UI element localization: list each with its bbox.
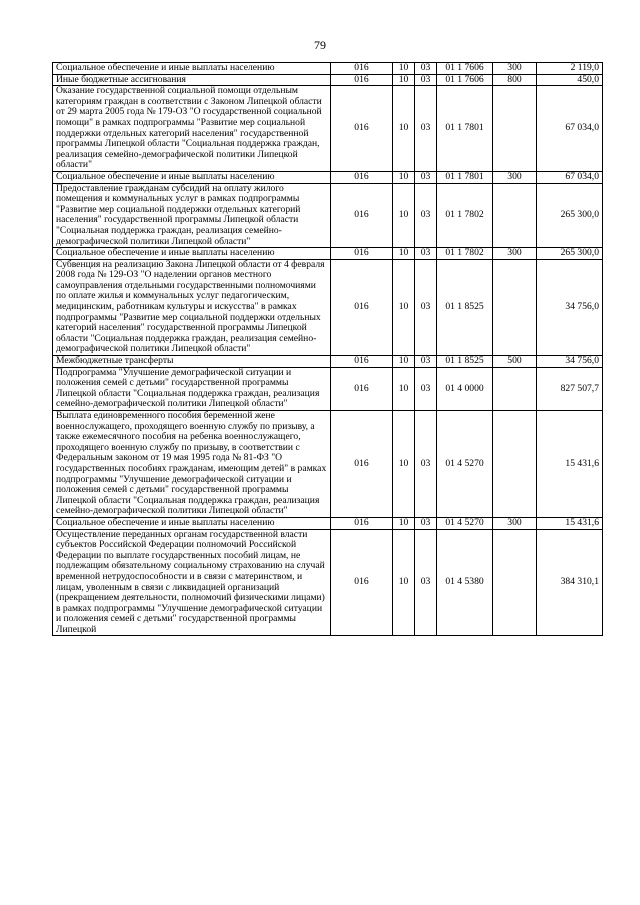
row-type <box>493 411 537 518</box>
row-section: 10 <box>393 529 415 636</box>
row-amount: 34 756,0 <box>537 259 603 355</box>
row-subsection: 03 <box>415 74 437 86</box>
table-row <box>53 74 603 86</box>
row-name: Иные бюджетные ассигнования <box>53 74 331 86</box>
row-type: 300 <box>493 171 537 183</box>
row-subsection: 03 <box>415 529 437 636</box>
row-section: 10 <box>393 86 415 172</box>
table-row <box>53 529 603 636</box>
row-subsection: 03 <box>415 63 437 75</box>
budget-table <box>52 62 603 636</box>
row-name: Предоставление гражданам субсидий на оплату жилого помещения и коммунальных услуг в рамках подпрограммы "Развитие мер социальной поддержки отдельных категорий населения" государственной программы Липецкой области "Социальная поддержка граждан, реализация семейно-демографической политики Липецкой области" <box>53 183 331 248</box>
budget-table-body <box>53 63 603 636</box>
table-row <box>53 183 603 248</box>
row-amount: 67 034,0 <box>537 171 603 183</box>
row-type <box>493 183 537 248</box>
row-type: 300 <box>493 248 537 260</box>
table-row <box>53 63 603 75</box>
row-target: 01 1 7606 <box>437 63 493 75</box>
table-row <box>53 171 603 183</box>
row-target: 01 4 5270 <box>437 411 493 518</box>
row-type <box>493 259 537 355</box>
row-subsection: 03 <box>415 411 437 518</box>
row-subsection: 03 <box>415 367 437 410</box>
row-section: 10 <box>393 259 415 355</box>
row-target: 01 1 8525 <box>437 259 493 355</box>
row-amount: 265 300,0 <box>537 248 603 260</box>
row-admin: 016 <box>331 86 393 172</box>
row-target: 01 1 8525 <box>437 356 493 368</box>
page-number: 79 <box>314 38 326 52</box>
row-type <box>493 86 537 172</box>
row-target: 01 1 7802 <box>437 183 493 248</box>
row-section: 10 <box>393 517 415 529</box>
row-admin: 016 <box>331 74 393 86</box>
row-target: 01 4 5270 <box>437 517 493 529</box>
row-amount: 450,0 <box>537 74 603 86</box>
row-name: Социальное обеспечение и иные выплаты населению <box>53 171 331 183</box>
row-admin: 016 <box>331 529 393 636</box>
row-section: 10 <box>393 171 415 183</box>
row-target: 01 1 7802 <box>437 248 493 260</box>
row-admin: 016 <box>331 411 393 518</box>
row-admin: 016 <box>331 367 393 410</box>
row-name: Социальное обеспечение и иные выплаты населению <box>53 517 331 529</box>
row-subsection: 03 <box>415 86 437 172</box>
row-name: Социальное обеспечение и иные выплаты населению <box>53 63 331 75</box>
row-target: 01 1 7801 <box>437 86 493 172</box>
row-target: 01 4 5380 <box>437 529 493 636</box>
row-amount: 2 119,0 <box>537 63 603 75</box>
row-admin: 016 <box>331 183 393 248</box>
row-subsection: 03 <box>415 248 437 260</box>
row-section: 10 <box>393 411 415 518</box>
row-amount: 827 507,7 <box>537 367 603 410</box>
row-amount: 67 034,0 <box>537 86 603 172</box>
row-subsection: 03 <box>415 517 437 529</box>
row-name: Межбюджетные трансферты <box>53 356 331 368</box>
row-name: Оказание государственной социальной помощи отдельным категориям граждан в соответствии с Законом Липецкой области от 29 марта 2005 года № 179-ОЗ "О государственной социальной помощи" в рамках подпрограммы "Развитие мер социальной поддержки отдельных категорий населения" государственной программы Липецкой области "Социальная поддержка граждан, реализация семейно-демографической политики Липецкой области" <box>53 86 331 172</box>
row-type: 300 <box>493 63 537 75</box>
row-admin: 016 <box>331 259 393 355</box>
row-target: 01 1 7606 <box>437 74 493 86</box>
row-name: Выплата единовременного пособия беременной жене военнослужащего, проходящего военную службу по призыву, а также ежемесячного пособия на ребенка военнослужащего, проходящего военную службу по призыву, в соответствии с Федеральным законом от 19 мая 1995 года № 81-ФЗ "О государственных пособиях гражданам, имеющим детей" в рамках подпрограммы "Улучшение демографической ситуации и положения семей с детьми" государственной программы Липецкой области "Социальная поддержка граждан, реализация семейно-демографической политики Липецкой области" <box>53 411 331 518</box>
table-row <box>53 517 603 529</box>
table-row <box>53 86 603 172</box>
row-section: 10 <box>393 74 415 86</box>
row-subsection: 03 <box>415 259 437 355</box>
table-row <box>53 367 603 410</box>
row-target: 01 4 0000 <box>437 367 493 410</box>
row-target: 01 1 7801 <box>437 171 493 183</box>
table-row <box>53 259 603 355</box>
row-admin: 016 <box>331 248 393 260</box>
row-name: Осуществление переданных органам государственной власти субъектов Российской Федерации полномочий Российской Федерации по выплате государственных пособий лицам, не подлежащим обязательному социальному страхованию на случай временной нетрудоспособности и в связи с материнством, и лицам, уволенным в связи с ликвидацией организаций (прекращением деятельности, полномочий физическими лицами) в рамках подпрограммы "Улучшение демографической ситуации и положения семей с детьми" государственной программы Липецкой <box>53 529 331 636</box>
row-type: 300 <box>493 517 537 529</box>
table-row <box>53 411 603 518</box>
row-subsection: 03 <box>415 183 437 248</box>
row-amount: 34 756,0 <box>537 356 603 368</box>
row-name: Субвенция на реализацию Закона Липецкой области от 4 февраля 2008 года № 129-ОЗ "О наделении органов местного самоуправления отдельными государственными полномочиями по оплате жилья и коммунальных услуг педагогическим, медицинским, работникам культуры и искусства" в рамках подпрограммы "Развитие мер социальной поддержки отдельных категорий населения" государственной программы Липецкой области "Социальная поддержка граждан, реализация семейно-демографической политики Липецкой области" <box>53 259 331 355</box>
row-name: Подпрограмма "Улучшение демографической ситуации и положения семей с детьми" государственной программы Липецкой области "Социальная поддержка граждан, реализация семейно-демографической политики Липецкой области" <box>53 367 331 410</box>
row-type <box>493 367 537 410</box>
row-admin: 016 <box>331 356 393 368</box>
row-section: 10 <box>393 183 415 248</box>
row-section: 10 <box>393 367 415 410</box>
row-type <box>493 529 537 636</box>
table-row <box>53 356 603 368</box>
row-admin: 016 <box>331 171 393 183</box>
row-amount: 265 300,0 <box>537 183 603 248</box>
row-admin: 016 <box>331 517 393 529</box>
row-subsection: 03 <box>415 356 437 368</box>
row-amount: 15 431,6 <box>537 517 603 529</box>
row-type: 500 <box>493 356 537 368</box>
row-section: 10 <box>393 248 415 260</box>
row-section: 10 <box>393 356 415 368</box>
row-admin: 016 <box>331 63 393 75</box>
row-name: Социальное обеспечение и иные выплаты населению <box>53 248 331 260</box>
row-amount: 384 310,1 <box>537 529 603 636</box>
row-subsection: 03 <box>415 171 437 183</box>
row-amount: 15 431,6 <box>537 411 603 518</box>
row-section: 10 <box>393 63 415 75</box>
row-type: 800 <box>493 74 537 86</box>
table-row <box>53 248 603 260</box>
